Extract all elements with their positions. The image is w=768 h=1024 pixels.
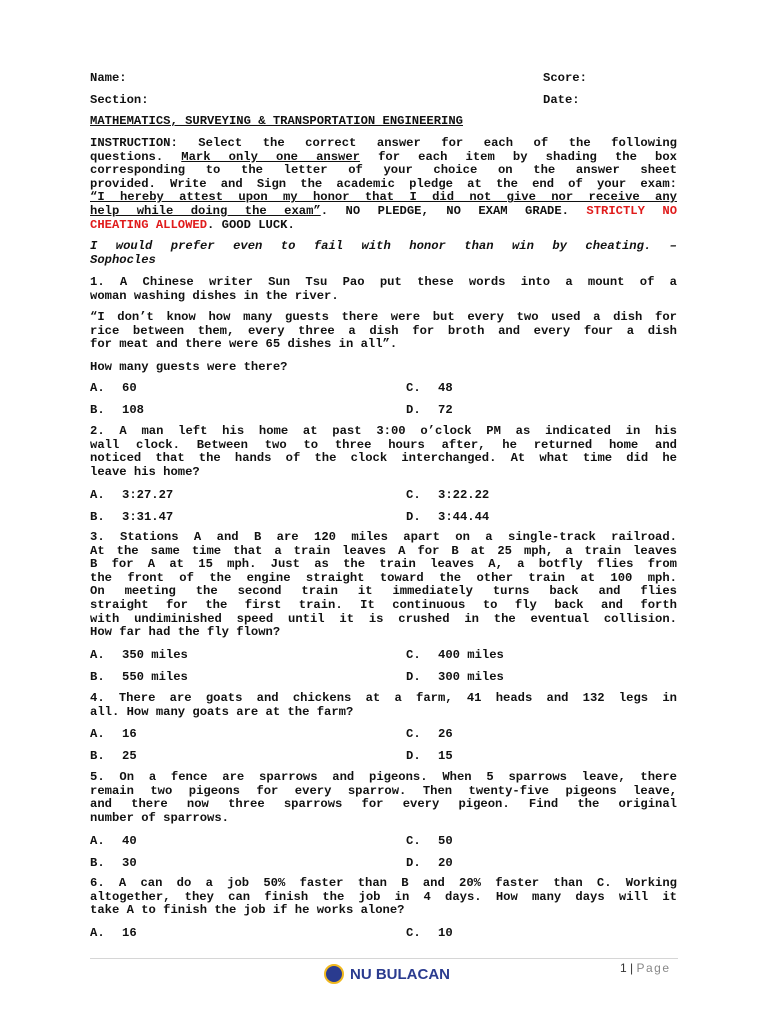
question-line: On meeting the second train it immediately turns back and flies <box>90 584 677 599</box>
instruction-line: help while doing the exam”. NO PLEDGE, NO EXAM GRADE. STRICTLY NO <box>90 203 678 218</box>
question-2 <box>90 425 677 479</box>
q3-option-a[interactable]: A. 350 miles <box>90 648 188 662</box>
honor-pledge-end: help while doing the exam” <box>90 203 321 218</box>
question-5 <box>90 771 677 825</box>
nu-bulacan-logo <box>324 964 450 984</box>
question-line: with undiminished speed until it is crushed in the eventual collision. <box>90 611 677 626</box>
instruction-line: provided. Write and Sign the academic pledge at the end of your exam: <box>90 176 677 191</box>
instruction-block <box>90 137 677 232</box>
question-1 <box>90 276 677 303</box>
q1-option-c[interactable]: C. 48 <box>406 381 453 395</box>
question-line: remain two pigeons for every sparrow. Then twenty-five pigeons leave, <box>90 783 677 798</box>
q4-option-d[interactable]: D. 15 <box>406 749 453 763</box>
q2-option-b[interactable]: B. 3:31.47 <box>90 510 174 524</box>
question-line: take A to finish the job if he works alone? <box>90 903 405 918</box>
q1-option-b[interactable]: B. 108 <box>90 403 144 417</box>
question-line: for meat and there were 65 dishes in all”. <box>90 337 398 352</box>
question-line: noticed that the hands of the clock interchanged. At what time did he <box>90 451 677 466</box>
q5-option-d[interactable]: D. 20 <box>406 856 453 870</box>
question-line: 5. On a fence are sparrows and pigeons. When 5 sparrows leave, there <box>90 770 677 784</box>
instruction-line: CHEATING ALLOWED. GOOD LUCK. <box>90 217 295 232</box>
question-line: leave his home? <box>90 464 200 479</box>
q3-option-d[interactable]: D. 300 miles <box>406 670 504 684</box>
section-label: Section: <box>90 93 149 107</box>
q6-option-a[interactable]: A. 16 <box>90 926 137 940</box>
q5-option-a[interactable]: A. 40 <box>90 834 137 848</box>
q2-option-a[interactable]: A. 3:27.27 <box>90 488 174 502</box>
date-label: Date: <box>543 93 580 107</box>
instruction-line: INSTRUCTION: Select the correct answer for each of the following <box>90 136 677 150</box>
question-line: 3. Stations A and B are 120 miles apart on a single-track railroad. <box>90 530 677 544</box>
question-line: B for A at 15 mph. Just as the train leaves A, a botfly flies from <box>90 557 677 572</box>
question-line: altogether, they can finish the job in 4 days. How many days will it <box>90 889 677 904</box>
page-number: 1 | Page <box>620 961 671 975</box>
question-line: all. How many goats are at the farm? <box>90 704 354 719</box>
sophocles-quote <box>90 240 677 267</box>
name-label: Name: <box>90 71 127 85</box>
question-line: How far had the fly flown? <box>90 625 281 640</box>
question-line: “I don’t know how many guests there were but every two used a dish for <box>90 310 677 324</box>
q5-option-c[interactable]: C. 50 <box>406 834 453 848</box>
cheating-warning: CHEATING ALLOWED <box>90 217 208 232</box>
subject-title: MATHEMATICS, SURVEYING & TRANSPORTATION ENGINEERING <box>90 114 463 128</box>
question-line: 6. A can do a job 50% faster than B and 20% faster than C. Working <box>90 876 677 890</box>
question-line: the front of the engine straight toward the other train at 100 mph. <box>90 570 677 585</box>
q2-option-c[interactable]: C. 3:22.22 <box>406 488 490 502</box>
q3-option-c[interactable]: C. 400 miles <box>406 648 504 662</box>
question-6 <box>90 877 677 918</box>
question-line: At the same time that a train leaves A for B at 25 mph, a train leaves <box>90 543 677 558</box>
question-1-story <box>90 311 677 352</box>
question-line: 4. There are goats and chickens at a farm, 41 heads and 132 legs in <box>90 691 677 705</box>
instruction-line: corresponding to the letter of your choice on the answer sheet <box>90 163 677 178</box>
question-line: straight for the first train. It continuous to fly back and forth <box>90 597 677 612</box>
question-line: number of sparrows. <box>90 810 229 825</box>
question-line: woman washing dishes in the river. <box>90 288 339 303</box>
strictly-warning: STRICTLY NO <box>586 203 678 218</box>
q4-option-a[interactable]: A. 16 <box>90 727 137 741</box>
instruction-line: questions. Mark only one answer for each item by shading the box <box>90 149 677 164</box>
q6-option-c[interactable]: C. 10 <box>406 926 453 940</box>
question-1-ask: How many guests were there? <box>90 360 288 374</box>
honor-pledge: “I hereby attest upon my honor that I did not give nor receive any <box>90 190 677 205</box>
q3-option-b[interactable]: B. 550 miles <box>90 670 188 684</box>
question-4 <box>90 692 677 719</box>
seal-icon <box>324 964 344 984</box>
q5-option-b[interactable]: B. 30 <box>90 856 137 870</box>
question-line: wall clock. Between two to three hours after, he returned home and <box>90 437 677 452</box>
question-line: 1. A Chinese writer Sun Tsu Pao put these words into a mount of a <box>90 275 677 289</box>
quote-line: I would prefer even to fail with honor than win by cheating. – <box>90 239 677 253</box>
question-line: 2. A man left his home at past 3:00 o’clock PM as indicated in his <box>90 424 677 438</box>
q4-option-c[interactable]: C. 26 <box>406 727 453 741</box>
question-line: rice between them, every three a dish for broth and every four a dish <box>90 323 677 338</box>
q2-option-d[interactable]: D. 3:44.44 <box>406 510 490 524</box>
footer-divider <box>90 958 678 959</box>
score-label: Score: <box>543 71 587 85</box>
logo-text: NU BULACAN <box>350 965 450 983</box>
question-3 <box>90 531 677 640</box>
question-line: and there now three sparrows for every pigeon. Find the original <box>90 797 677 812</box>
quote-author: Sophocles <box>90 252 156 267</box>
mark-one-emphasis: Mark only one answer <box>181 149 360 164</box>
q4-option-b[interactable]: B. 25 <box>90 749 137 763</box>
q1-option-d[interactable]: D. 72 <box>406 403 453 417</box>
q1-option-a[interactable]: A. 60 <box>90 381 137 395</box>
